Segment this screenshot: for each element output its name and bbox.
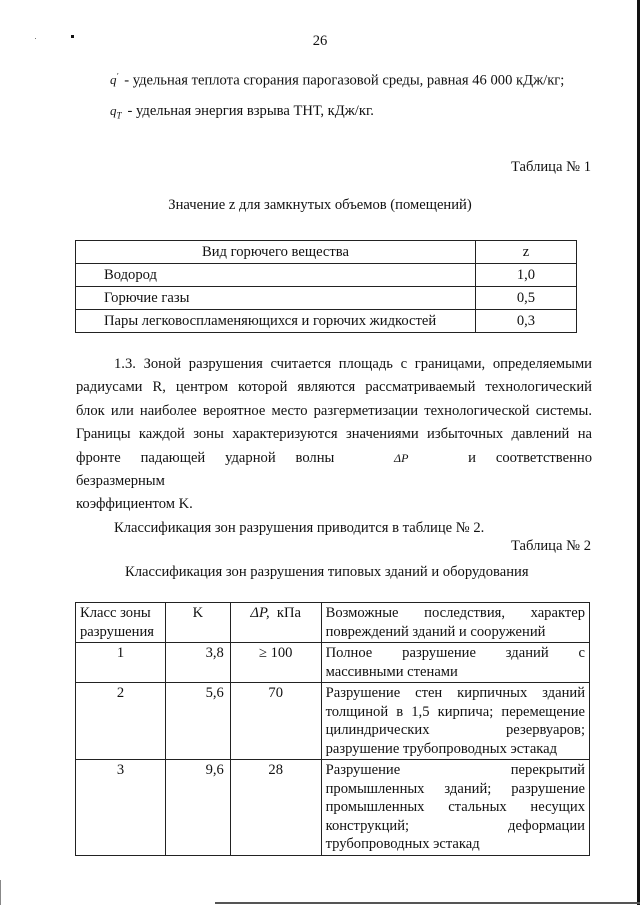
scan-edge-bottom <box>215 902 640 904</box>
variable-description: - удельная энергия взрыва ТНТ, кДж/кг. <box>127 103 374 119</box>
table1-label: Таблица № 1 <box>511 159 591 175</box>
delta-p-symbol: ΔP <box>394 450 409 465</box>
cell-consequences: Разрушение перекрытий промышленных зданий; разрушение промышленных стальных несущих конструкций; деформации трубопроводных эстакад <box>321 760 589 856</box>
cell-class: 2 <box>76 683 166 760</box>
variable-symbol: $q_T$ <box>110 103 122 121</box>
variable-symbol: q' <box>110 72 119 88</box>
paragraph-line: Границы каждой зоны характеризуются значениями избыточных давлений на <box>76 426 592 443</box>
table-row <box>76 683 590 760</box>
header-cell: z <box>475 241 576 264</box>
scan-edge-left <box>0 880 1 905</box>
table-header-row <box>76 603 590 643</box>
table2 <box>75 602 590 856</box>
table-row <box>76 287 577 310</box>
table1-title: Значение z для замкнутых объемов (помещений) <box>168 197 472 213</box>
cell-z: 0,3 <box>475 310 576 333</box>
table1 <box>75 240 577 333</box>
paragraph-line: блок или наиболее вероятное место разгерметизации технологической системы. <box>76 402 592 419</box>
paragraph-line: коэффициентом K. <box>76 496 193 513</box>
cell-z: 0,5 <box>475 287 576 310</box>
cell-substance: Пары легковоспламеняющихся и горючих жидкостей <box>76 310 476 333</box>
table-row <box>76 643 590 683</box>
variable-description: - удельная теплота сгорания парогазовой среды, равная 46 000 кДж/кг; <box>124 72 565 89</box>
table-header-row <box>76 241 577 264</box>
cell-k: 5,6 <box>165 683 230 760</box>
cell-class: 3 <box>76 760 166 856</box>
cell-k: 9,6 <box>165 760 230 856</box>
cell-k: 3,8 <box>165 643 230 683</box>
paragraph-line: Классификация зон разрушения приводится в таблице № 2. <box>114 519 485 536</box>
table-row <box>76 310 577 333</box>
header-cell: Вид горючего вещества <box>76 241 476 264</box>
table-row <box>76 760 590 856</box>
cell-consequences: Разрушение стен кирпичных зданий толщиной в 1,5 кирпича; перемещение цилиндрических резервуаров; разрушение трубопроводных эстакад <box>321 683 589 760</box>
header-k: K <box>165 603 230 643</box>
table2-label: Таблица № 2 <box>511 538 591 554</box>
cell-delta-p: 28 <box>230 760 321 856</box>
variable-definition-q-prime <box>110 72 564 89</box>
cell-consequences: Полное разрушение зданий с массивными стенами <box>321 643 589 683</box>
cell-delta-p: 70 <box>230 683 321 760</box>
paragraph-line: 1.3. Зоной разрушения считается площадь с границами, определяемыми <box>114 356 592 372</box>
paragraph-1-3 <box>76 353 592 540</box>
table2-title: Классификация зон разрушения типовых зданий и оборудования <box>125 564 529 580</box>
cell-substance: Горючие газы <box>76 287 476 310</box>
variable-definition-q-t <box>110 103 374 121</box>
cell-substance: Водород <box>76 264 476 287</box>
header-delta-p: ΔP, кПа <box>230 603 321 643</box>
cell-class: 1 <box>76 643 166 683</box>
table-row <box>76 264 577 287</box>
paragraph-line: фронте падающей ударной волны ΔP и соответственно безразмерным <box>76 449 593 490</box>
header-consequences: Возможные последствия, характер повреждений зданий и сооружений <box>321 603 589 643</box>
cell-z: 1,0 <box>475 264 576 287</box>
cell-delta-p: ≥ 100 <box>230 643 321 683</box>
page-number: 26 <box>312 33 328 49</box>
paragraph-line: радиусами R, центром которой являются рассматриваемый технологический <box>76 379 592 396</box>
header-class: Класс зоны разрушения <box>76 603 166 643</box>
